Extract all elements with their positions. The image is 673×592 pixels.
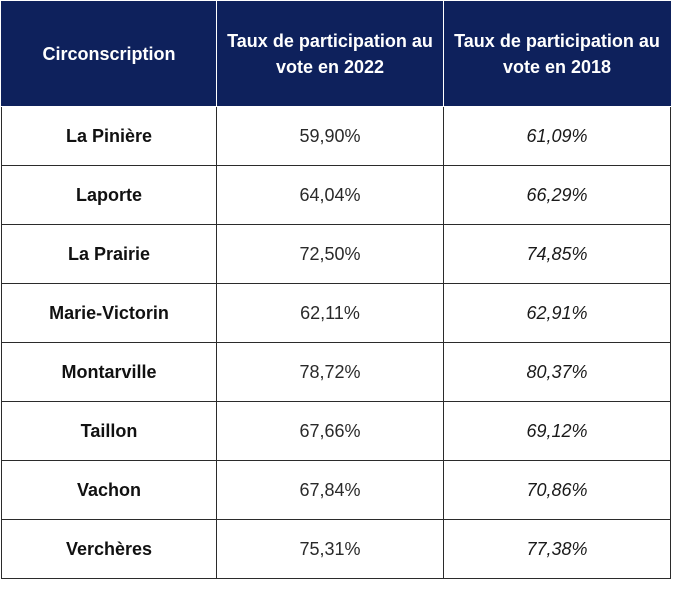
cell-circonscription: Marie-Victorin — [2, 284, 217, 343]
table-body — [2, 107, 671, 579]
cell-circonscription: Taillon — [2, 402, 217, 461]
header-taux-2018: Taux de participation au vote en 2018 — [444, 2, 671, 107]
cell-taux-2018: 80,37% — [444, 343, 671, 402]
header-circonscription: Circonscription — [2, 2, 217, 107]
cell-taux-2018: 66,29% — [444, 166, 671, 225]
table-row — [2, 166, 671, 225]
table-row — [2, 520, 671, 579]
cell-circonscription: Verchères — [2, 520, 217, 579]
table-row — [2, 402, 671, 461]
cell-taux-2018: 74,85% — [444, 225, 671, 284]
cell-circonscription: Laporte — [2, 166, 217, 225]
table-row — [2, 225, 671, 284]
cell-taux-2018: 69,12% — [444, 402, 671, 461]
header-taux-2022: Taux de participation au vote en 2022 — [217, 2, 444, 107]
cell-taux-2022: 67,84% — [217, 461, 444, 520]
table-row — [2, 107, 671, 166]
cell-taux-2022: 67,66% — [217, 402, 444, 461]
cell-taux-2022: 62,11% — [217, 284, 444, 343]
cell-taux-2022: 78,72% — [217, 343, 444, 402]
table-header — [2, 2, 671, 107]
cell-taux-2022: 75,31% — [217, 520, 444, 579]
cell-circonscription: Montarville — [2, 343, 217, 402]
cell-circonscription: Vachon — [2, 461, 217, 520]
cell-taux-2022: 64,04% — [217, 166, 444, 225]
cell-circonscription: La Pinière — [2, 107, 217, 166]
participation-table — [1, 1, 671, 579]
header-row — [2, 2, 671, 107]
cell-taux-2018: 62,91% — [444, 284, 671, 343]
table-row — [2, 284, 671, 343]
cell-taux-2018: 77,38% — [444, 520, 671, 579]
cell-circonscription: La Prairie — [2, 225, 217, 284]
table-row — [2, 343, 671, 402]
cell-taux-2022: 72,50% — [217, 225, 444, 284]
cell-taux-2018: 70,86% — [444, 461, 671, 520]
cell-taux-2018: 61,09% — [444, 107, 671, 166]
table-row — [2, 461, 671, 520]
cell-taux-2022: 59,90% — [217, 107, 444, 166]
